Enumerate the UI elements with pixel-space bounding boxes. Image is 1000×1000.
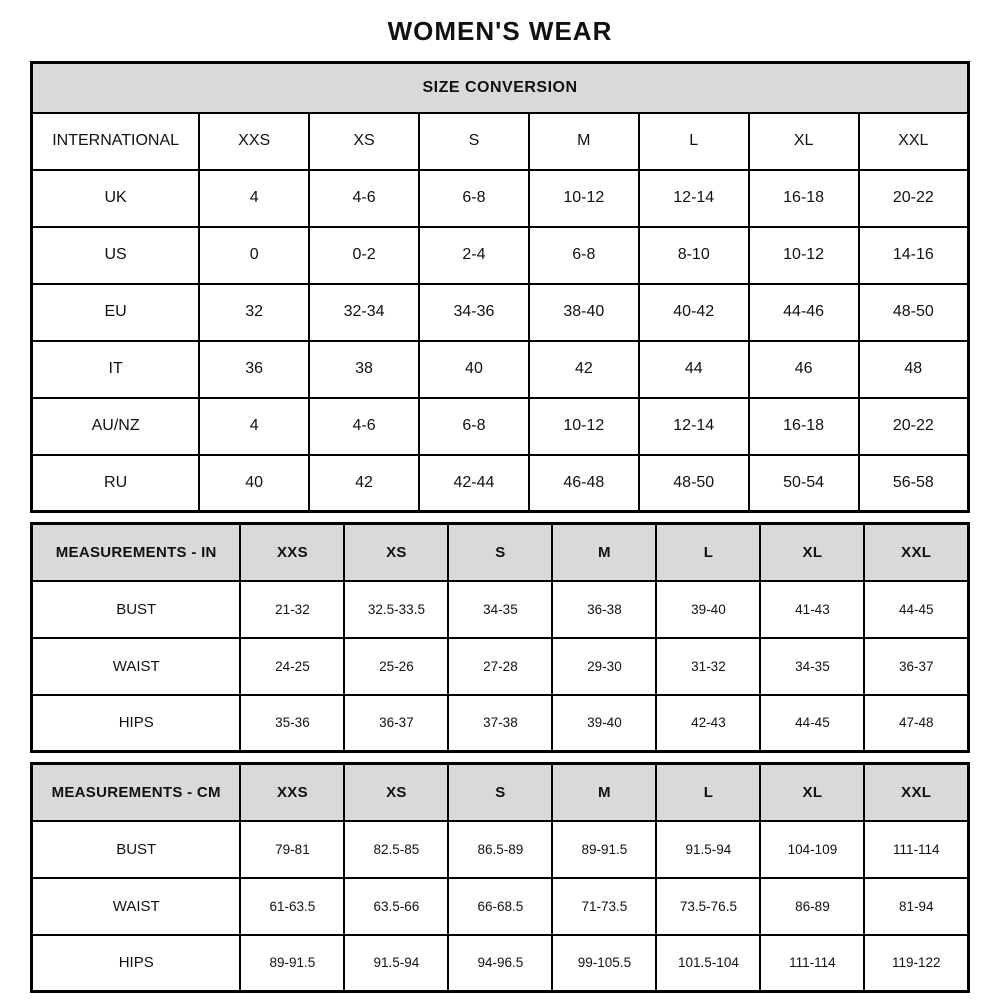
column-header: XS	[344, 764, 448, 821]
size-value: 41-43	[760, 581, 864, 638]
row-label: AU/NZ	[32, 398, 200, 455]
measurements-cm-table	[30, 762, 970, 993]
size-value: 4	[199, 170, 309, 227]
size-value: 82.5-85	[344, 821, 448, 878]
size-value: 10-12	[749, 227, 859, 284]
column-header: XXS	[240, 524, 344, 581]
size-value: 12-14	[639, 170, 749, 227]
size-conversion-table	[30, 61, 970, 513]
size-value: 101.5-104	[656, 935, 760, 992]
size-value: 37-38	[448, 695, 552, 752]
size-value: 4	[199, 398, 309, 455]
table-row	[32, 341, 969, 398]
row-label: EU	[32, 284, 200, 341]
size-value: 91.5-94	[656, 821, 760, 878]
size-value: 86.5-89	[448, 821, 552, 878]
column-header: XXS	[199, 113, 309, 170]
size-value: 6-8	[419, 170, 529, 227]
size-value: 0-2	[309, 227, 419, 284]
column-header: M	[552, 524, 656, 581]
size-value: 35-36	[240, 695, 344, 752]
size-value: 2-4	[419, 227, 529, 284]
table-row	[32, 638, 969, 695]
row-label: BUST	[32, 581, 241, 638]
column-header: XL	[760, 524, 864, 581]
size-value: 99-105.5	[552, 935, 656, 992]
size-value: 40	[419, 341, 529, 398]
size-value: 94-96.5	[448, 935, 552, 992]
table-row	[32, 821, 969, 878]
row-label: RU	[32, 455, 200, 512]
column-header: XL	[760, 764, 864, 821]
size-value: 34-36	[419, 284, 529, 341]
column-header: M	[529, 113, 639, 170]
table-row	[32, 695, 969, 752]
size-value: 0	[199, 227, 309, 284]
size-value: 25-26	[344, 638, 448, 695]
size-value: 119-122	[864, 935, 968, 992]
column-header: XXL	[864, 764, 968, 821]
size-value: 44-46	[749, 284, 859, 341]
column-header: XXS	[240, 764, 344, 821]
size-value: 47-48	[864, 695, 968, 752]
size-value: 31-32	[656, 638, 760, 695]
table-row	[32, 581, 969, 638]
size-value: 81-94	[864, 878, 968, 935]
size-value: 44-45	[760, 695, 864, 752]
table-title: SIZE CONVERSION	[32, 63, 969, 113]
row-label: HIPS	[32, 935, 241, 992]
size-value: 71-73.5	[552, 878, 656, 935]
header-row	[32, 524, 969, 581]
column-header: XS	[309, 113, 419, 170]
size-value: 20-22	[859, 170, 969, 227]
size-value: 6-8	[529, 227, 639, 284]
size-value: 40-42	[639, 284, 749, 341]
size-value: 44	[639, 341, 749, 398]
table-row	[32, 227, 969, 284]
table-row	[32, 935, 969, 992]
table-row	[32, 284, 969, 341]
size-value: 111-114	[864, 821, 968, 878]
size-value: 39-40	[552, 695, 656, 752]
row-label: HIPS	[32, 695, 241, 752]
table-title: MEASUREMENTS - CM	[32, 764, 241, 821]
size-value: 91.5-94	[344, 935, 448, 992]
size-value: 16-18	[749, 170, 859, 227]
size-value: 79-81	[240, 821, 344, 878]
size-value: 12-14	[639, 398, 749, 455]
column-header: L	[656, 524, 760, 581]
size-value: 42	[309, 455, 419, 512]
size-value: 36-38	[552, 581, 656, 638]
row-label: IT	[32, 341, 200, 398]
size-value: 34-35	[760, 638, 864, 695]
table-row	[32, 398, 969, 455]
size-value: 16-18	[749, 398, 859, 455]
size-value: 48	[859, 341, 969, 398]
size-value: 32.5-33.5	[344, 581, 448, 638]
size-value: 40	[199, 455, 309, 512]
column-header: XS	[344, 524, 448, 581]
size-value: 48-50	[859, 284, 969, 341]
size-value: 34-35	[448, 581, 552, 638]
column-header: L	[656, 764, 760, 821]
size-value: 4-6	[309, 398, 419, 455]
measurements-in-table	[30, 522, 970, 753]
size-value: 39-40	[656, 581, 760, 638]
column-header: XXL	[864, 524, 968, 581]
size-value: 10-12	[529, 398, 639, 455]
size-value: 29-30	[552, 638, 656, 695]
size-value: 89-91.5	[240, 935, 344, 992]
row-label: WAIST	[32, 638, 241, 695]
size-value: 46	[749, 341, 859, 398]
page-title: WOMEN'S WEAR	[387, 16, 613, 46]
size-value: 89-91.5	[552, 821, 656, 878]
size-value: 86-89	[760, 878, 864, 935]
size-value: 56-58	[859, 455, 969, 512]
column-header: S	[448, 764, 552, 821]
row-label: WAIST	[32, 878, 241, 935]
size-value: 8-10	[639, 227, 749, 284]
size-value: 6-8	[419, 398, 529, 455]
header-row	[32, 764, 969, 821]
size-value: 104-109	[760, 821, 864, 878]
column-header: S	[419, 113, 529, 170]
size-value: 46-48	[529, 455, 639, 512]
column-header: XL	[749, 113, 859, 170]
column-header: XXL	[859, 113, 969, 170]
size-value: 111-114	[760, 935, 864, 992]
size-value: 14-16	[859, 227, 969, 284]
table-row	[32, 878, 969, 935]
size-value: 63.5-66	[344, 878, 448, 935]
row-label: US	[32, 227, 200, 284]
size-value: 66-68.5	[448, 878, 552, 935]
table-row	[32, 170, 969, 227]
column-header: M	[552, 764, 656, 821]
size-value: 10-12	[529, 170, 639, 227]
size-value: 27-28	[448, 638, 552, 695]
size-value: 32	[199, 284, 309, 341]
table-title: MEASUREMENTS - IN	[32, 524, 241, 581]
row-label: BUST	[32, 821, 241, 878]
column-header: L	[639, 113, 749, 170]
header-row	[32, 113, 969, 170]
size-value: 42-44	[419, 455, 529, 512]
size-value: 44-45	[864, 581, 968, 638]
column-header: S	[448, 524, 552, 581]
size-value: 36-37	[344, 695, 448, 752]
size-value: 38	[309, 341, 419, 398]
size-value: 48-50	[639, 455, 749, 512]
size-value: 21-32	[240, 581, 344, 638]
size-value: 42	[529, 341, 639, 398]
size-value: 50-54	[749, 455, 859, 512]
label-column-header: INTERNATIONAL	[32, 113, 200, 170]
size-value: 38-40	[529, 284, 639, 341]
row-label: UK	[32, 170, 200, 227]
size-value: 20-22	[859, 398, 969, 455]
size-value: 36	[199, 341, 309, 398]
table-row	[32, 455, 969, 512]
size-value: 73.5-76.5	[656, 878, 760, 935]
size-value: 24-25	[240, 638, 344, 695]
size-value: 61-63.5	[240, 878, 344, 935]
size-value: 36-37	[864, 638, 968, 695]
size-value: 4-6	[309, 170, 419, 227]
size-value: 32-34	[309, 284, 419, 341]
size-value: 42-43	[656, 695, 760, 752]
